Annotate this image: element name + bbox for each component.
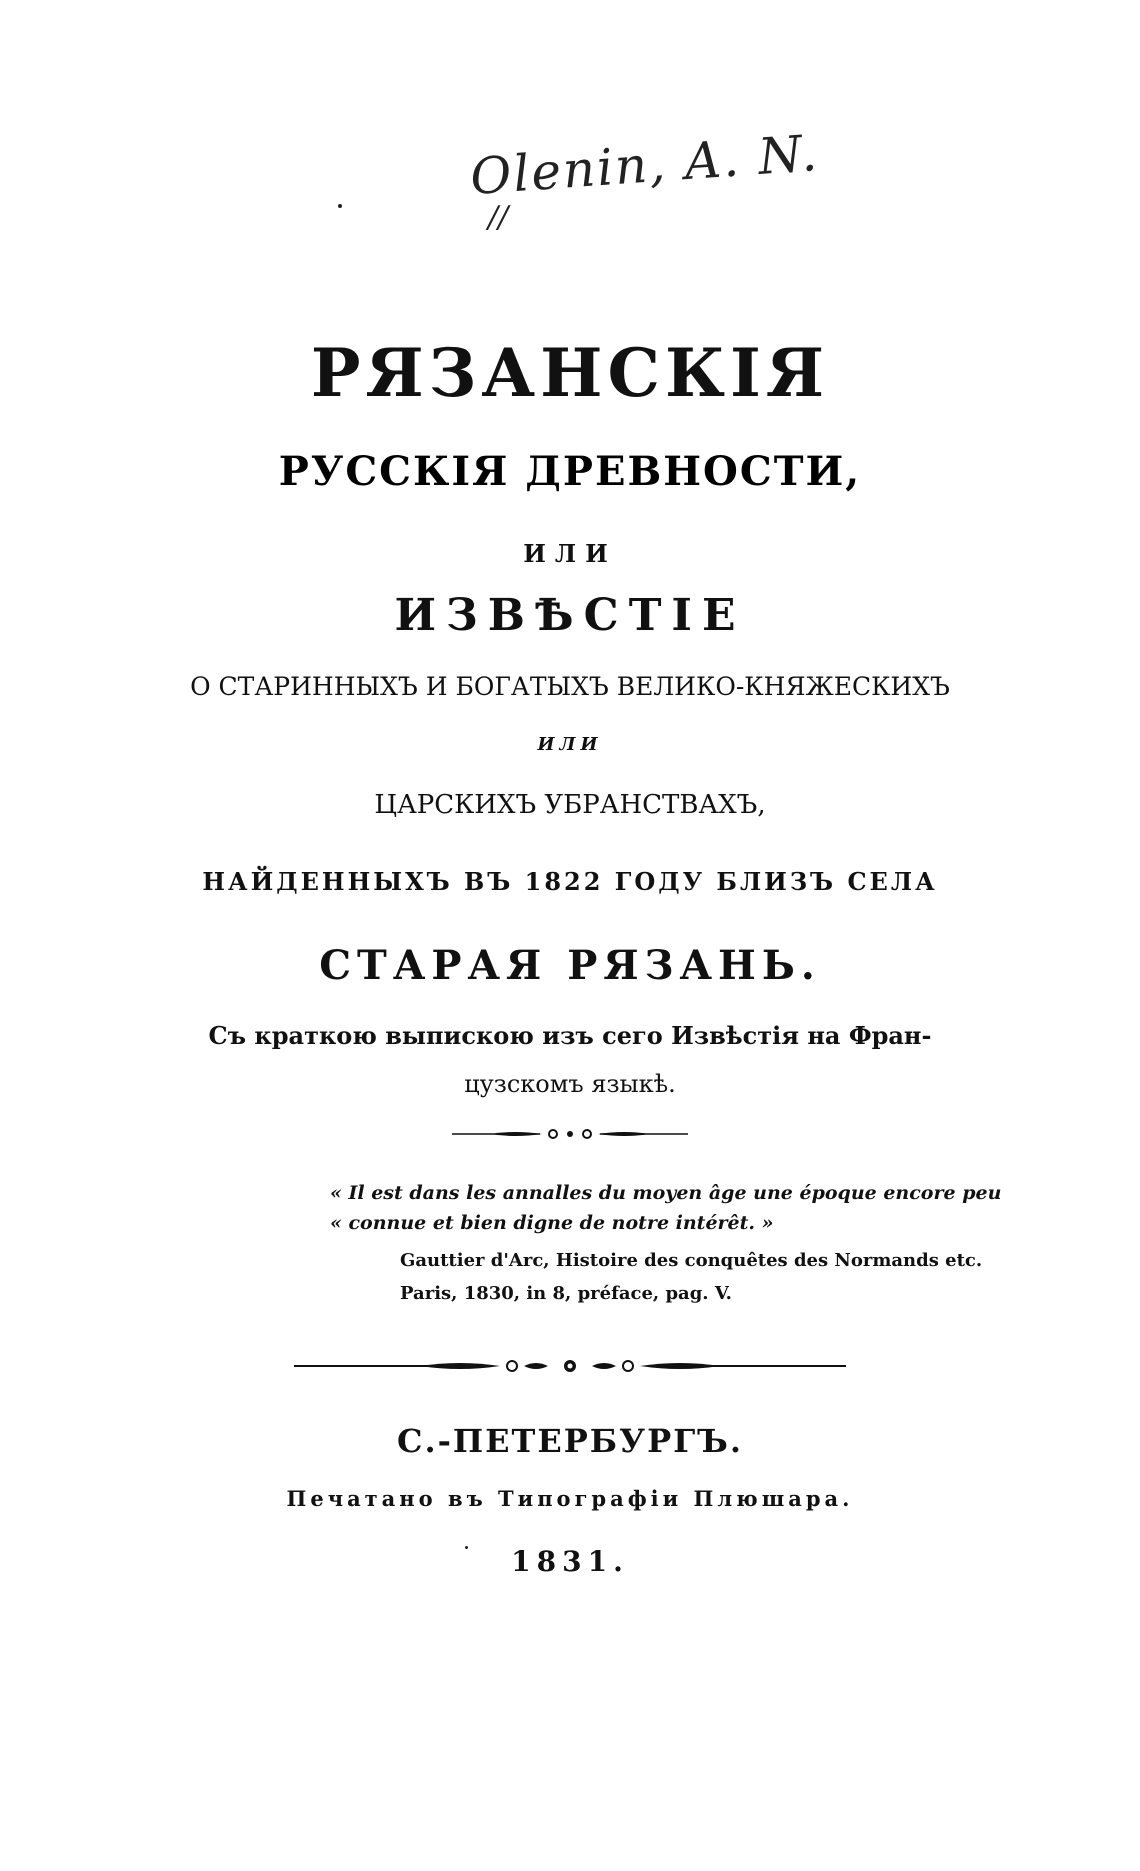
epigraph-line-1: « Il est dans les annalles du moyen âge une époque encore peu bbox=[330, 1182, 1002, 1204]
book-subtitle: РУССКІЯ ДРЕВНОСТИ, bbox=[278, 448, 862, 495]
epigraph-source-2: Paris, 1830, in 8, préface, pag. V. bbox=[400, 1283, 732, 1304]
ink-dot bbox=[338, 204, 342, 208]
imprint-city: С.-ПЕТЕРБУРГЪ. bbox=[397, 1422, 743, 1460]
ornament-rule-small bbox=[0, 1126, 1140, 1142]
title-line-4: СТАРАЯ РЯЗАНЬ. bbox=[319, 942, 821, 989]
imprint-press: Печатано въ Типографіи Плюшара. bbox=[286, 1486, 854, 1511]
ornament-rule-large bbox=[0, 1356, 1140, 1376]
conjunction-or-2: ИЛИ bbox=[537, 734, 603, 755]
title-line-3: НАЙДЕННЫХЪ ВЪ 1822 ГОДУ БЛИЗЪ СЕЛА bbox=[202, 867, 938, 896]
title-line-1: О СТАРИННЫХЪ И БОГАТЫХЪ ВЕЛИКО-КНЯЖЕСКИХЪ bbox=[190, 672, 950, 701]
imprint-year: 1831. bbox=[511, 1545, 629, 1578]
handwritten-mark: // bbox=[488, 200, 509, 235]
title-line-6: цузскомъ языкѣ. bbox=[464, 1070, 676, 1098]
title-line-5: Съ краткою выпискою изъ сего Извѣстія на Фран- bbox=[208, 1021, 932, 1050]
heading-izvestie: ИЗВѢСТІЕ bbox=[394, 590, 746, 641]
book-title: РЯЗАНСКІЯ bbox=[310, 334, 830, 412]
conjunction-or: ИЛИ bbox=[523, 539, 617, 568]
epigraph-line-2: « connue et bien digne de notre intérêt. » bbox=[330, 1212, 774, 1234]
handwritten-inscription: Olenin, A. N. bbox=[468, 123, 821, 207]
epigraph-source-1: Gauttier d'Arc, Histoire des conquêtes des Normands etc. bbox=[400, 1250, 983, 1271]
title-line-2: ЦАРСКИХЪ УБРАНСТВАХЪ, bbox=[374, 790, 766, 820]
